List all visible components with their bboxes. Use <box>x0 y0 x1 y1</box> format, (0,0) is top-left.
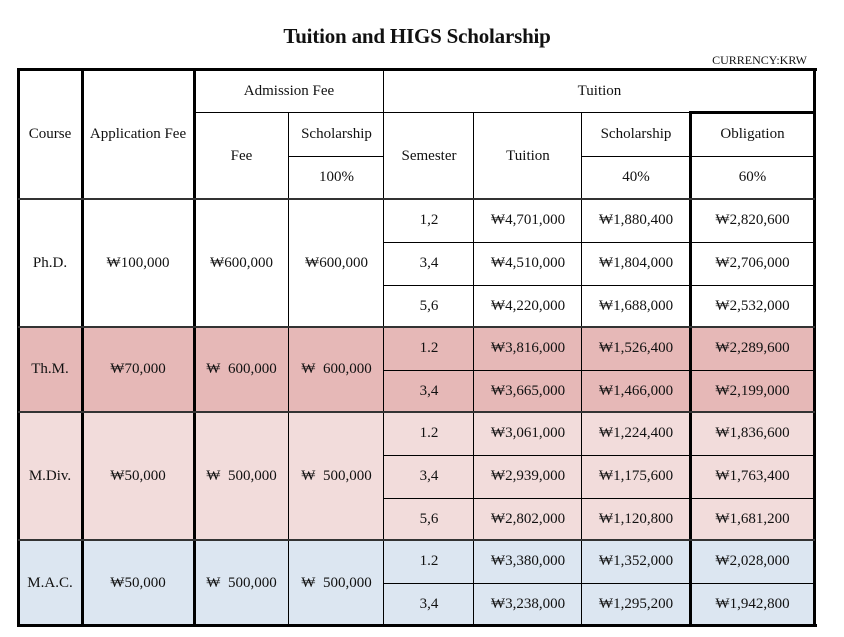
obligation: ₩2,289,600 <box>715 340 790 356</box>
semester: 1.2 <box>419 553 439 569</box>
obligation: ₩2,028,000 <box>715 553 790 569</box>
semester: 3,4 <box>419 468 439 484</box>
course-name: Th.M. <box>31 361 69 377</box>
admission-scholarship: ₩ 500,000 <box>301 574 372 591</box>
semester: 3,4 <box>419 255 439 271</box>
semester: 5,6 <box>419 297 439 314</box>
application-fee: ₩50,000 <box>110 574 166 591</box>
admission-fee: ₩600,000 <box>210 254 273 271</box>
header-tuition-scholarship-pct: 40% <box>622 169 650 185</box>
divider <box>384 285 815 286</box>
header-tuition-group: Tuition <box>577 83 622 99</box>
application-fee: ₩50,000 <box>110 467 166 484</box>
divider <box>289 156 384 157</box>
document-title: Tuition and HIGS Scholarship <box>283 24 551 48</box>
divider <box>194 112 690 113</box>
scholarship: ₩1,295,200 <box>598 596 674 612</box>
header-admission-scholarship: Scholarship <box>301 126 372 142</box>
obligation: ₩1,681,200 <box>715 510 790 527</box>
divider <box>689 111 816 114</box>
scholarship: ₩1,175,600 <box>598 468 674 484</box>
tuition: ₩2,802,000 <box>490 510 566 527</box>
divider <box>384 370 815 371</box>
tuition: ₩3,380,000 <box>490 553 566 569</box>
divider <box>384 242 815 243</box>
course-name: Ph.D. <box>32 254 68 271</box>
table-border-top <box>17 68 817 71</box>
header-obligation: Obligation <box>720 126 785 142</box>
scholarship: ₩1,880,400 <box>598 212 674 228</box>
tuition: ₩2,939,000 <box>490 468 566 484</box>
tuition: ₩3,061,000 <box>490 425 566 441</box>
obligation: ₩1,763,400 <box>715 468 790 484</box>
semester: 5,6 <box>419 510 439 527</box>
tuition: ₩3,665,000 <box>490 382 566 399</box>
divider <box>384 498 815 499</box>
tuition: ₩3,238,000 <box>490 596 566 612</box>
divider <box>384 583 815 584</box>
divider <box>193 68 196 627</box>
currency-note: CURRENCY:KRW <box>712 53 807 67</box>
divider <box>383 69 384 626</box>
obligation: ₩2,532,000 <box>715 297 790 314</box>
course-name: M.A.C. <box>27 574 73 591</box>
semester: 1,2 <box>419 212 439 228</box>
semester: 1.2 <box>419 340 439 356</box>
divider <box>18 539 815 541</box>
admission-scholarship: ₩ 600,000 <box>301 361 372 377</box>
divider <box>81 68 84 627</box>
header-application-fee: Application Fee <box>89 126 187 142</box>
obligation: ₩2,199,000 <box>715 382 790 399</box>
obligation: ₩1,836,600 <box>715 425 790 441</box>
divider <box>384 455 815 456</box>
header-obligation-pct: 60% <box>738 169 767 185</box>
tuition: ₩3,816,000 <box>490 340 566 356</box>
header-admission-scholarship-pct: 100% <box>319 169 354 185</box>
obligation: ₩1,942,800 <box>715 596 790 612</box>
scholarship: ₩1,352,000 <box>598 553 674 569</box>
admission-scholarship: ₩600,000 <box>305 254 368 271</box>
divider <box>288 113 289 626</box>
divider <box>18 411 815 413</box>
table-border-left <box>17 68 20 627</box>
divider <box>582 156 815 157</box>
scholarship: ₩1,120,800 <box>598 510 674 527</box>
scholarship: ₩1,804,000 <box>598 255 674 271</box>
application-fee: ₩100,000 <box>106 254 170 271</box>
header-course: Course <box>28 126 72 142</box>
course-name: M.Div. <box>28 467 72 484</box>
table-border-right <box>813 68 816 627</box>
application-fee: ₩70,000 <box>110 361 166 377</box>
header-tuition: Tuition <box>506 147 550 164</box>
scholarship: ₩1,688,000 <box>598 297 674 314</box>
divider <box>18 326 815 328</box>
scholarship: ₩1,526,400 <box>598 340 674 356</box>
semester: 3,4 <box>419 596 439 612</box>
tuition: ₩4,701,000 <box>490 212 566 228</box>
scholarship: ₩1,224,400 <box>598 425 674 441</box>
tuition: ₩4,220,000 <box>490 297 566 314</box>
obligation: ₩2,820,600 <box>715 212 790 228</box>
header-fee: Fee <box>230 147 253 164</box>
header-tuition-scholarship: Scholarship <box>600 126 672 142</box>
admission-scholarship: ₩ 500,000 <box>301 467 372 484</box>
header-admission-fee: Admission Fee <box>243 83 335 99</box>
admission-fee: ₩ 600,000 <box>206 361 277 377</box>
table-border-bottom <box>17 624 817 627</box>
tuition: ₩4,510,000 <box>490 255 566 271</box>
obligation: ₩2,706,000 <box>715 255 790 271</box>
scholarship: ₩1,466,000 <box>598 382 674 399</box>
semester: 3,4 <box>419 382 439 399</box>
semester: 1.2 <box>419 425 439 441</box>
divider <box>18 198 815 200</box>
admission-fee: ₩ 500,000 <box>206 467 277 484</box>
admission-fee: ₩ 500,000 <box>206 574 277 591</box>
header-semester: Semester <box>401 147 457 164</box>
